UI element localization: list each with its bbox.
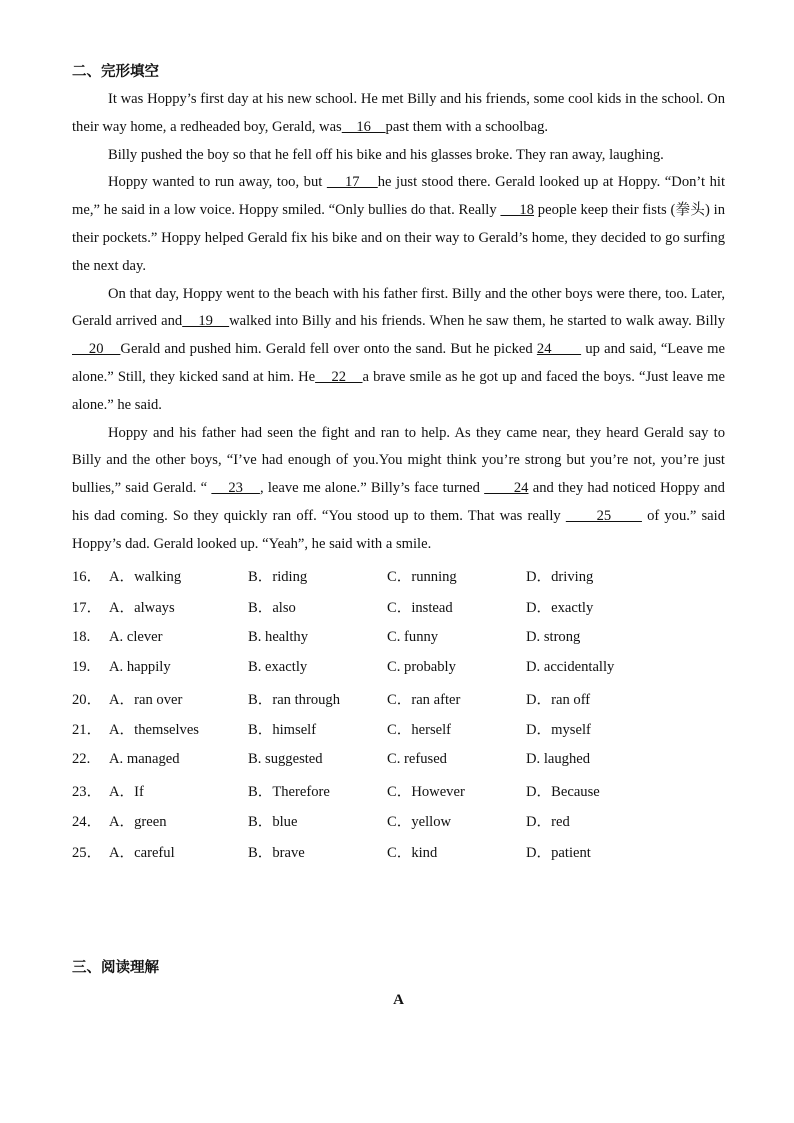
option-b: B．also <box>248 599 296 616</box>
answer-blank: 25 <box>565 507 642 524</box>
option-c: C. refused <box>387 750 447 767</box>
option-d: D．red <box>526 814 570 831</box>
option-b: B．riding <box>248 569 308 586</box>
option-d: D．exactly <box>526 599 594 616</box>
options-list <box>72 561 725 867</box>
answer-blank: 20 <box>72 341 121 358</box>
passage-text: of you.” said Hoppy’s dad. Gerald looked up. “Yeah”, he said with a smile. <box>72 507 725 552</box>
option-a: A. clever <box>109 628 163 645</box>
passage-text: and they had noticed Hoppy and his dad coming. So they quickly ran off. “You stood up to them. That was really <box>72 480 725 524</box>
passage-text: Hoppy wanted to run away, too, but <box>108 174 327 191</box>
paragraph <box>72 420 725 559</box>
option-d: D．patient <box>526 844 591 861</box>
option-c: C．instead <box>387 599 453 616</box>
paragraph <box>72 142 725 170</box>
option-row <box>72 622 725 653</box>
option-d: D．driving <box>526 569 594 586</box>
option-c: C．herself <box>387 722 452 739</box>
answer-blank: 24 <box>484 480 529 497</box>
option-d: D．ran off <box>526 691 591 708</box>
option-row <box>72 805 725 836</box>
option-row <box>72 775 725 806</box>
option-row <box>72 744 725 775</box>
option-d: D．Because <box>526 783 600 800</box>
question-number: 20． <box>72 691 102 708</box>
passage-text: a brave smile as he got up and faced the boys. “Just leave me alone.” he said. <box>72 368 725 413</box>
option-c: C．running <box>387 569 457 586</box>
passage-text: up and said, “Leave me alone.” Still, they kicked sand at him. He <box>72 341 726 385</box>
option-d: D. laughed <box>526 750 591 767</box>
passage-text: Billy pushed the boy so that he fell off his bike and his glasses broke. They ran away, laughing. <box>108 146 664 163</box>
question-number: 23． <box>72 783 102 800</box>
question-number: 21． <box>72 722 102 739</box>
answer-blank: 18 <box>500 202 535 219</box>
option-b: B. suggested <box>248 750 323 767</box>
option-row <box>72 591 725 622</box>
option-a: A．If <box>109 783 144 800</box>
answer-blank: 24 <box>536 341 582 358</box>
answer-blank: 17 <box>326 174 378 191</box>
section-2-title: 二、完形填空 <box>72 64 159 80</box>
option-c: C．ran after <box>387 691 461 708</box>
option-b: B．ran through <box>248 691 341 708</box>
question-number: 18. <box>72 628 91 645</box>
passage-letter: A <box>393 992 404 1009</box>
passage-text: Gerald and pushed him. Gerald fell over onto the sand. But he picked <box>120 341 537 358</box>
option-row <box>72 561 725 592</box>
option-a: A．walking <box>109 569 182 586</box>
option-a: A．themselves <box>109 722 199 739</box>
section-spacer <box>72 866 725 954</box>
question-number: 17． <box>72 599 102 616</box>
cloze-passage <box>72 86 725 559</box>
option-a: A. managed <box>109 750 180 767</box>
question-number: 16． <box>72 569 102 586</box>
option-a: A．careful <box>109 844 175 861</box>
question-number: 19. <box>72 659 91 676</box>
option-row <box>72 652 725 683</box>
option-c: C. funny <box>387 628 439 645</box>
option-b: B．himself <box>248 722 317 739</box>
option-row <box>72 836 725 867</box>
option-c: C. probably <box>387 659 456 676</box>
option-a: A．green <box>109 814 167 831</box>
passage-text: It was Hoppy’s first day at his new school. He met Billy and his friends, some cool kids in the school. On their way home, a redheaded boy, Gerald, was <box>72 91 725 135</box>
option-row <box>72 683 725 714</box>
section-3-title: 三、阅读理解 <box>72 960 159 977</box>
option-b: B. exactly <box>248 659 308 676</box>
answer-blank: 23 <box>211 480 260 497</box>
passage-text: past them with a schoolbag. <box>385 118 549 135</box>
passage-text: people keep their fists (拳头) in their pockets.” Hoppy helped Gerald fix his bike and on their way to Gerald’s home, they decided to go surfing the next day. <box>72 202 726 274</box>
option-c: C．kind <box>387 844 438 861</box>
paragraph <box>72 86 725 142</box>
exam-page <box>72 58 725 1009</box>
passage-text: On that day, Hoppy went to the beach with his father first. Billy and the other boys were there, too. Later, Gerald arrived and <box>72 285 725 330</box>
passage-text: , leave me alone.” Billy’s face turned <box>259 480 485 497</box>
option-c: C．yellow <box>387 814 452 831</box>
option-a: A．always <box>109 599 175 616</box>
passage-text: he just stood there. Gerald looked up at Hoppy. “Don’t hit me,” he said in a low voice. Hoppy smiled. “Only bullies do that. Really <box>72 174 726 219</box>
passage-text: walked into Billy and his friends. When he saw them, he started to walk away. Billy <box>229 313 725 330</box>
question-number: 24． <box>72 814 102 831</box>
paragraph <box>72 169 725 280</box>
option-b: B．Therefore <box>248 783 330 800</box>
paragraph <box>72 281 725 420</box>
passage-text: Hoppy and his father had seen the fight and ran to help. As they came near, they heard Gerald say to Billy and the other boys, “I’ve had enough of you.You might think you’re strong but you’re not, you’re just bullies,” said Gerald. “ <box>72 424 725 497</box>
option-a: A. happily <box>109 659 171 676</box>
option-d: D．myself <box>526 722 591 739</box>
question-number: 25． <box>72 844 102 861</box>
option-d: D. accidentally <box>526 659 615 676</box>
option-d: D. strong <box>526 628 581 645</box>
question-number: 22. <box>72 750 91 767</box>
option-c: C．However <box>387 783 465 800</box>
option-a: A．ran over <box>109 691 183 708</box>
option-b: B．blue <box>248 814 298 831</box>
answer-blank: 19 <box>182 313 230 330</box>
option-b: B. healthy <box>248 628 308 645</box>
answer-blank: 16 <box>341 118 386 135</box>
option-b: B．brave <box>248 844 305 861</box>
answer-blank: 22 <box>315 368 363 385</box>
option-row <box>72 714 725 745</box>
